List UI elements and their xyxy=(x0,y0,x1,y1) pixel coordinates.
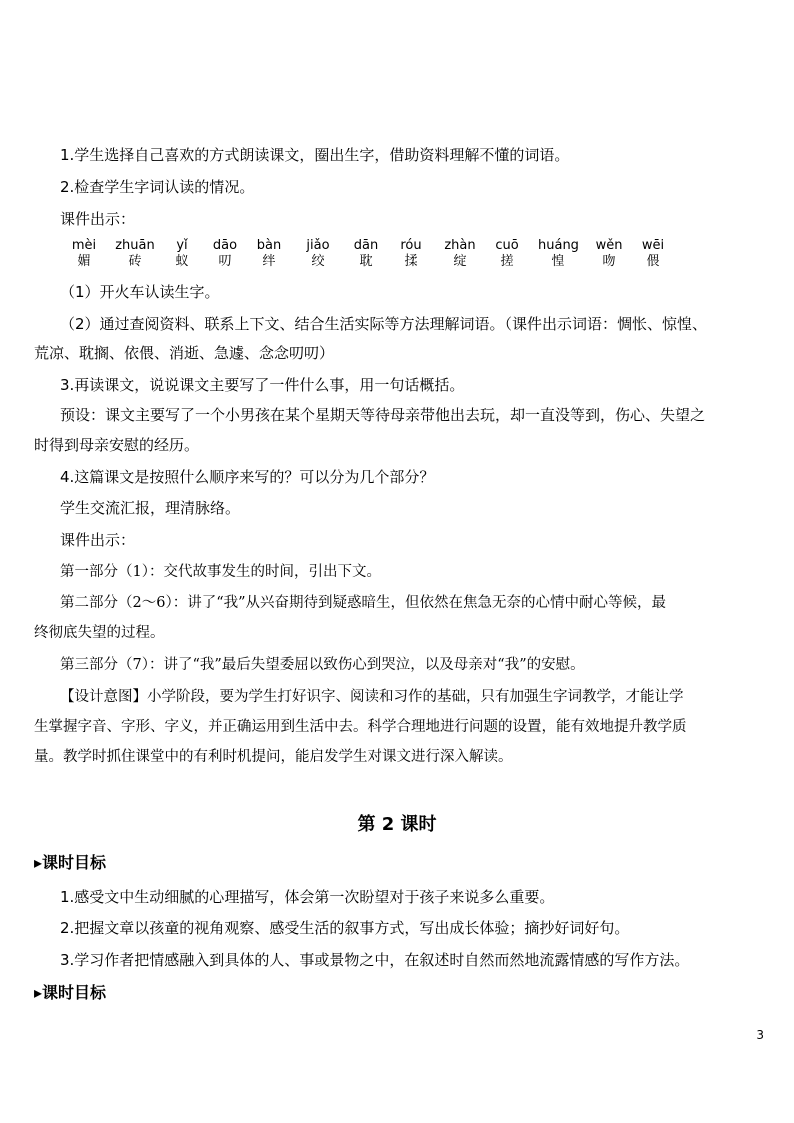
courseware-label-2: 课件出示： xyxy=(60,531,136,549)
pinyin-item: huáng 惶 xyxy=(538,238,579,269)
part-3: 第三部分（7）：讲了“我”最后失望委屈以致伤心到哭泣，以及母亲对“我”的安慰。 xyxy=(60,657,585,673)
pinyin-item: wěn 吻 xyxy=(595,238,623,269)
design-intent-line1: 【设计意图】小学阶段，要为学生打好识字、阅读和习作的基础，只有加强生字词教学，才能让学 xyxy=(60,689,684,705)
lesson-title: 第 2 课时 xyxy=(357,814,437,835)
exchange-text: 学生交流汇报，理清脉络。 xyxy=(60,499,241,517)
pinyin-item: mèi 媚 xyxy=(71,238,97,269)
pinyin-item: wēi 偎 xyxy=(641,238,665,269)
goal-2: 2.把握文章以孩童的视角观察、感受生活的叙事方式，写出成长体验；摘抄好词好句。 xyxy=(60,919,630,937)
item-4: 4.这篇课文是按照什么顺序来写的？可以分为几个部分？ xyxy=(60,468,435,486)
pinyin-item: bàn 绊 xyxy=(256,238,282,269)
courseware-label: 课件出示： xyxy=(60,210,136,228)
section-heading-goals-2: ▸课时目标 xyxy=(34,983,107,1002)
pinyin-item: zhàn 绽 xyxy=(444,238,476,269)
item-1: 1.学生选择自己喜欢的方式朗读课文，圈出生字，借助资料理解不懂的词语。 xyxy=(60,146,570,164)
sub-step-2-line1: （2）通过查阅资料、联系上下文、结合生活实际等方法理解词语。（课件出示词语：惆怅、惊惶、 xyxy=(60,315,708,333)
part-1: 第一部分（1）：交代故事发生的时间，引出下文。 xyxy=(60,564,381,580)
part-2-line1: 第二部分（2～6）：讲了“我”从兴奋期待到疑惑暗生，但依然在焦急无奈的心情中耐心等候，最 xyxy=(60,595,667,611)
pinyin-item: dāo 叨 xyxy=(212,238,238,269)
sub-step-2-line2: 荒凉、耽搁、依偎、消逝、急遽、念念叨叨） xyxy=(34,344,335,362)
page-number: 3 xyxy=(756,1028,764,1042)
sub-step-1: （1）开火车认读生字。 xyxy=(60,283,220,301)
part-2-line2: 终彻底失望的过程。 xyxy=(34,625,165,641)
preset-line1: 预设：课文主要写了一个小男孩在某个星期天等待母亲带他出去玩，却一直没等到，伤心、失望之 xyxy=(60,406,706,424)
pinyin-item: cuō 搓 xyxy=(495,238,519,269)
pinyin-item: zhuān 砖 xyxy=(115,238,155,269)
pinyin-item: róu 揉 xyxy=(400,238,422,269)
goal-3: 3.学习作者把情感融入到具体的人、事或景物之中，在叙述时自然而然地流露情感的写作方法。 xyxy=(60,951,690,969)
pinyin-item: yǐ 蚁 xyxy=(175,238,189,269)
design-intent-line3: 量。教学时抓住课堂中的有利时机提问，能启发学生对课文进行深入解读。 xyxy=(34,749,513,765)
preset-line2: 时得到母亲安慰的经历。 xyxy=(34,436,200,454)
section-heading-goals: ▸课时目标 xyxy=(34,853,107,872)
item-2: 2.检查学生字词认读的情况。 xyxy=(60,178,255,196)
design-intent-line2: 生掌握字音、字形、字义，并正确运用到生活中去。科学合理地进行问题的设置，能有效地提升教学质 xyxy=(34,719,687,735)
pinyin-item: jiǎo 绞 xyxy=(306,238,330,269)
item-3: 3.再读课文，说说课文主要写了一件什么事，用一句话概括。 xyxy=(60,376,465,394)
pinyin-item: dān 耽 xyxy=(353,238,379,269)
goal-1: 1.感受文中生动细腻的心理描写，体会第一次盼望对于孩子来说多么重要。 xyxy=(60,888,555,906)
